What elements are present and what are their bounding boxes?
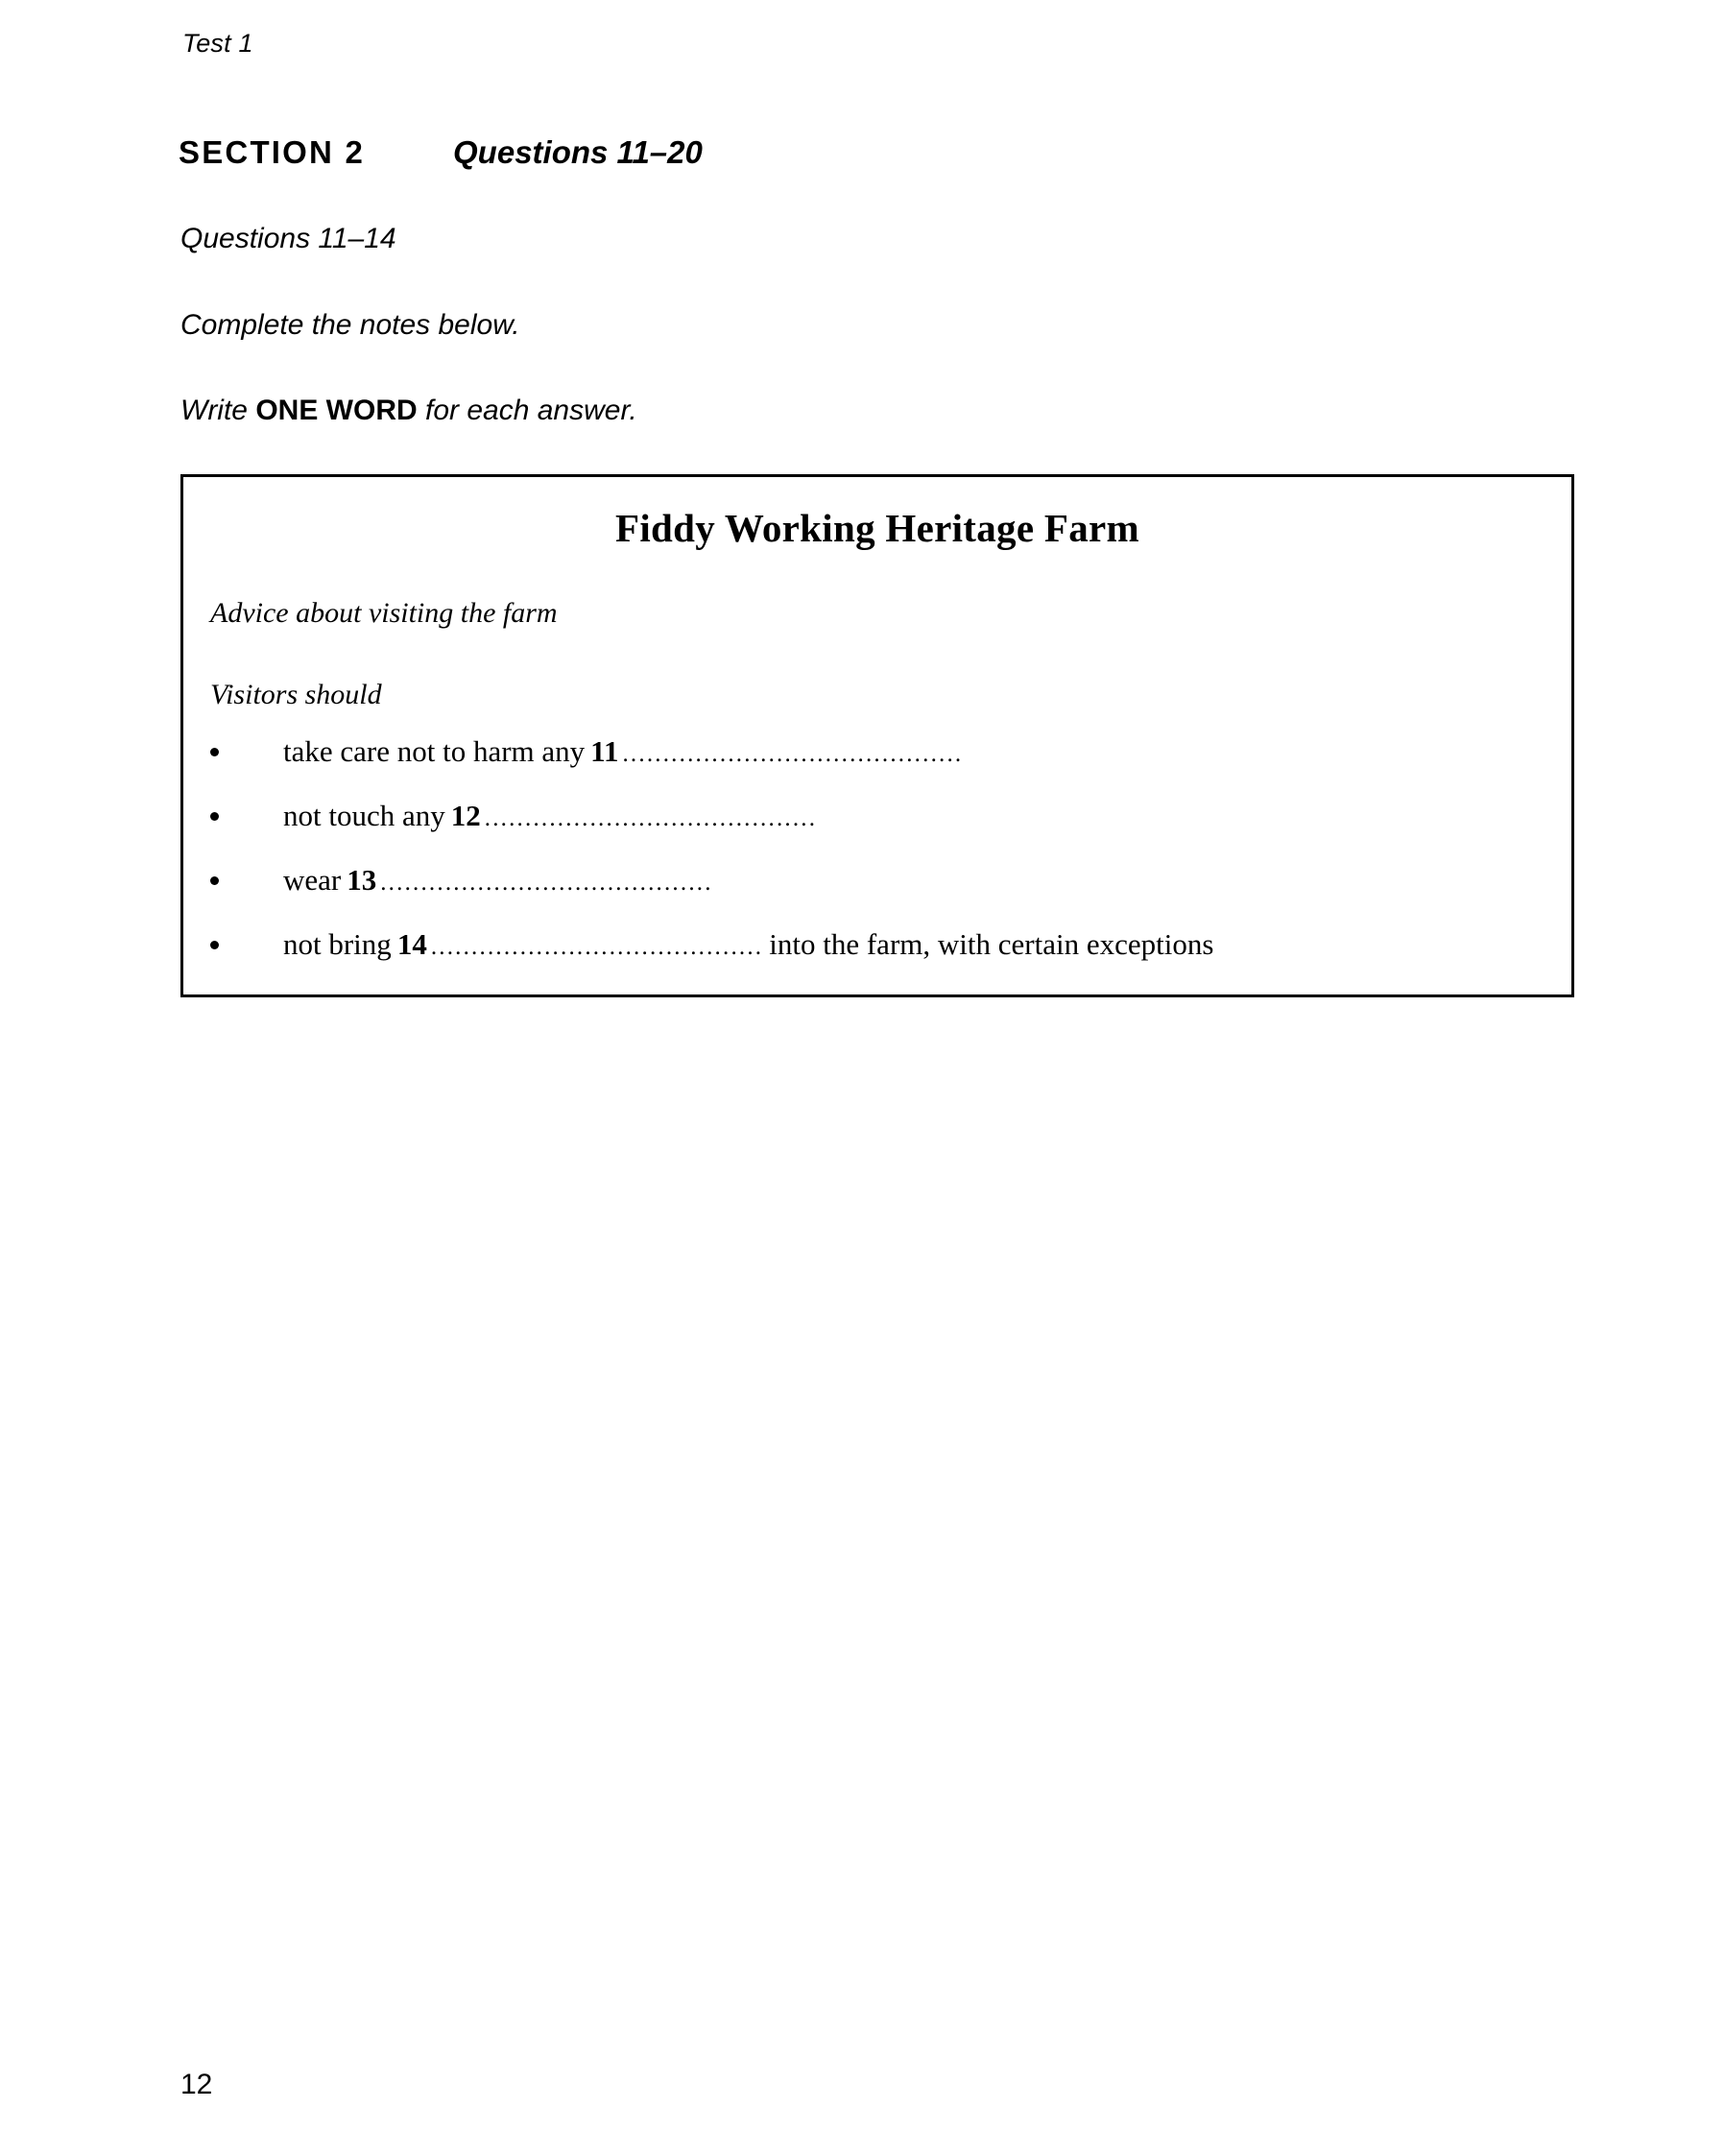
bullet-text: wear xyxy=(283,863,342,897)
notes-subtitle: Advice about visiting the farm xyxy=(210,597,558,629)
instruction-write-prefix: Write xyxy=(180,395,256,426)
instruction-question-range: Questions 11–14 xyxy=(180,223,396,254)
instruction-write-one-word xyxy=(180,395,637,427)
bullet-text: not touch any xyxy=(283,799,445,832)
answer-blank[interactable]: ......................................... xyxy=(380,870,713,896)
bullet-text-after: into the farm, with certain exceptions xyxy=(769,927,1214,961)
notes-title: Fiddy Working Heritage Farm xyxy=(614,506,1139,550)
instruction-complete-notes: Complete the notes below. xyxy=(180,309,520,341)
bullet-icon xyxy=(210,876,219,885)
answer-blank[interactable]: ......................................... xyxy=(430,934,764,960)
question-number: 14 xyxy=(396,927,427,961)
list-item xyxy=(210,863,1535,927)
notes-box xyxy=(180,474,1574,997)
list-item xyxy=(210,734,1535,799)
answer-blank[interactable]: ......................................... xyxy=(484,805,818,831)
section-heading xyxy=(179,134,1542,171)
bullet-text: take care not to harm any xyxy=(283,734,586,768)
answer-blank[interactable]: .......................................... xyxy=(622,741,964,767)
page-number: 12 xyxy=(180,2069,213,2100)
list-item xyxy=(210,799,1535,863)
instruction-write-suffix: for each answer. xyxy=(417,395,637,426)
section-label: SECTION 2 xyxy=(179,134,366,170)
question-number: 11 xyxy=(590,734,619,768)
question-number: 13 xyxy=(347,863,377,897)
bullet-icon xyxy=(210,941,219,949)
question-number: 12 xyxy=(450,799,481,832)
instruction-write-emphasis: ONE WORD xyxy=(255,395,418,426)
section-question-range: Questions 11–20 xyxy=(453,134,703,170)
bullet-text: not bring xyxy=(283,927,392,961)
list-item xyxy=(210,927,1535,992)
bullet-icon xyxy=(210,812,219,821)
bullet-icon xyxy=(210,748,219,756)
notes-lead-in: Visitors should xyxy=(210,679,382,710)
running-head: Test 1 xyxy=(182,29,253,58)
notes-bullet-list xyxy=(210,734,1535,992)
